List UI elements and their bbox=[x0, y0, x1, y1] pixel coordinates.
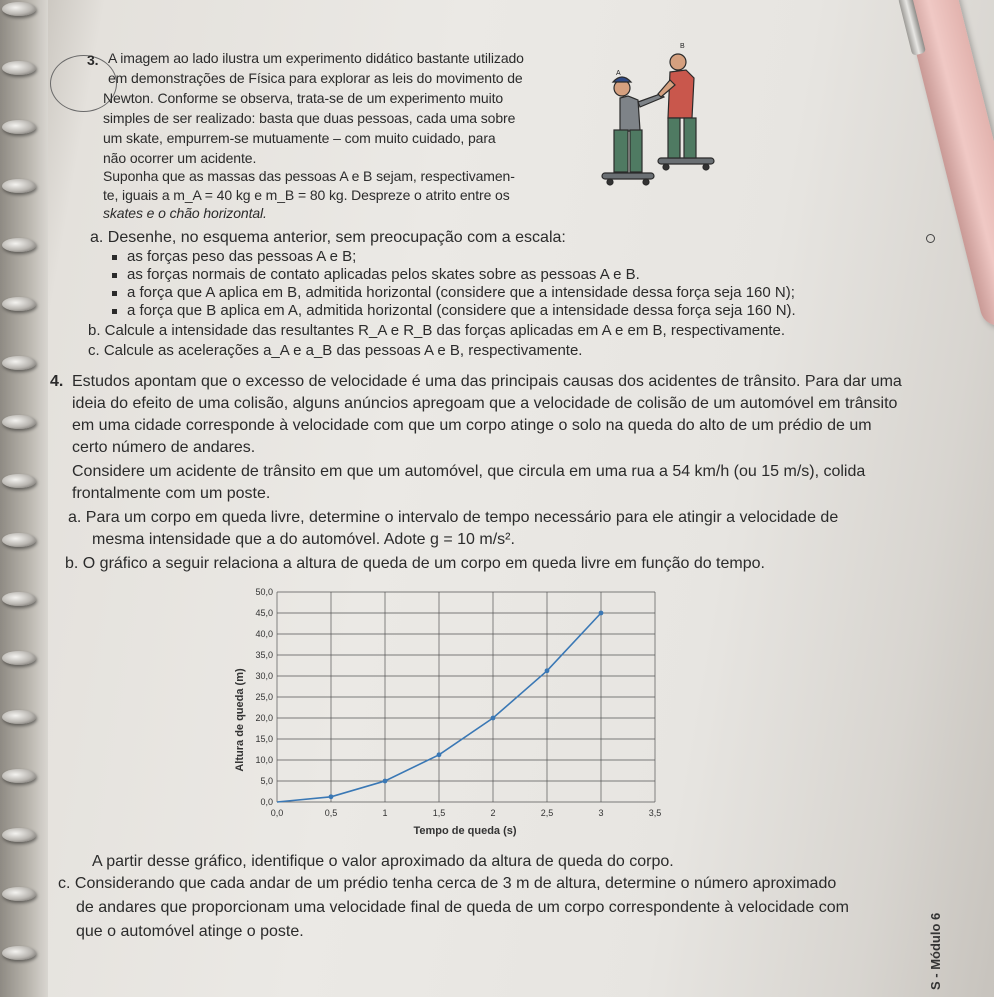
q4-c-3: que o automóvel atinge o poste. bbox=[76, 923, 304, 940]
chart-x-label: Tempo de queda (s) bbox=[413, 825, 517, 837]
x-tick-label: 1,5 bbox=[432, 808, 446, 818]
data-point bbox=[599, 611, 604, 616]
y-tick-label: 0,0 bbox=[260, 797, 273, 807]
y-tick-label: 35,0 bbox=[255, 650, 273, 660]
q3-line-2: em demonstrações de Física para explorar as leis do movimento de bbox=[108, 70, 523, 86]
q3-line2-3: skates e o chão horizontal. bbox=[103, 205, 267, 221]
chart-x-ticks bbox=[271, 808, 662, 818]
binding-ring bbox=[2, 356, 36, 370]
q3-bullet-3: a força que A aplica em B, admitida horizontal (considere que a intensidade dessa força seja 160 N); bbox=[112, 284, 795, 302]
q4-p1-4: certo número de andares. bbox=[72, 439, 256, 456]
chart-y-label: Altura de queda (m) bbox=[234, 668, 246, 772]
q4-p2-2: frontalmente com um poste. bbox=[72, 485, 271, 502]
binding-ring bbox=[2, 297, 36, 311]
binding-ring bbox=[2, 946, 36, 960]
data-point bbox=[491, 716, 496, 721]
binding-ring bbox=[2, 592, 36, 606]
binding-ring bbox=[2, 179, 36, 193]
binding-ring bbox=[2, 120, 36, 134]
q3-line2-1: Suponha que as massas das pessoas A e B sejam, respectivamen- bbox=[103, 168, 515, 184]
q4-b: b. O gráfico a seguir relaciona a altura de queda de um corpo em queda livre em função do tempo. bbox=[65, 555, 765, 572]
binding-ring bbox=[2, 828, 36, 842]
data-point bbox=[437, 752, 442, 757]
q4-c-2: de andares que proporcionam uma velocidade final de queda de um corpo correspondente à velocidade com bbox=[76, 899, 849, 916]
x-tick-label: 2,5 bbox=[540, 808, 554, 818]
q4-p1-2: ideia do efeito de uma colisão, alguns anúncios apregoam que a velocidade de colisão de um automóvel em trânsito bbox=[72, 395, 898, 412]
q3-a-intro: a. Desenhe, no esquema anterior, sem preocupação com a escala: bbox=[90, 229, 566, 246]
data-point bbox=[545, 668, 550, 673]
chart-y-ticks bbox=[255, 587, 273, 807]
binding-ring bbox=[2, 769, 36, 783]
q3-b: b. Calcule a intensidade das resultantes R_A e R_B das forças aplicadas em A e em B, respectivamente. bbox=[88, 322, 786, 339]
q3-line-4: simples de ser realizado: basta que duas pessoas, cada uma sobre bbox=[103, 110, 516, 126]
q4-p2-1: Considere um acidente de trânsito em que um automóvel, que circula em uma rua a 54 km/h (ou 15 m/s), colida bbox=[72, 463, 866, 480]
binding-ring bbox=[2, 887, 36, 901]
x-tick-label: 3,5 bbox=[648, 808, 662, 818]
skaters-illustration bbox=[510, 30, 720, 205]
binding-ring bbox=[2, 415, 36, 429]
y-tick-label: 40,0 bbox=[255, 629, 273, 639]
label-b: B bbox=[680, 43, 685, 50]
module-side-tab: S - Módulo 6 bbox=[928, 912, 943, 990]
y-tick-label: 10,0 bbox=[255, 755, 273, 765]
q3-number: 3. bbox=[87, 52, 99, 68]
binding-ring bbox=[2, 238, 36, 252]
binding-ring bbox=[2, 533, 36, 547]
x-tick-label: 1 bbox=[382, 808, 388, 818]
y-tick-label: 20,0 bbox=[255, 713, 273, 723]
notebook-binding bbox=[0, 0, 48, 997]
y-tick-label: 5,0 bbox=[260, 776, 273, 786]
x-tick-label: 3 bbox=[598, 808, 604, 818]
data-point bbox=[383, 779, 388, 784]
label-a: A bbox=[616, 70, 621, 77]
binding-ring bbox=[2, 651, 36, 665]
q3-bullet-4: a força que B aplica em A, admitida horizontal (considere que a intensidade dessa força seja 160 N). bbox=[112, 302, 796, 320]
margin-mark bbox=[926, 234, 935, 243]
q3-line-3: Newton. Conforme se observa, trata-se de um experimento muito bbox=[103, 90, 504, 106]
q3-bullet-1: as forças peso das pessoas A e B; bbox=[112, 248, 356, 266]
binding-ring bbox=[2, 474, 36, 488]
fall-height-chart bbox=[225, 580, 670, 840]
q3-line-1: A imagem ao lado ilustra um experimento didático bastante utilizado bbox=[108, 50, 524, 66]
q4-a-1: a. Para um corpo em queda livre, determine o intervalo de tempo necessário para ele atingir a velocidade de bbox=[68, 509, 839, 526]
q4-number: 4. bbox=[50, 373, 64, 390]
y-tick-label: 30,0 bbox=[255, 671, 273, 681]
binding-ring bbox=[2, 2, 36, 16]
y-tick-label: 45,0 bbox=[255, 608, 273, 618]
q3-c: c. Calcule as acelerações a_A e a_B das pessoas A e B, respectivamente. bbox=[88, 342, 583, 359]
x-tick-label: 2 bbox=[490, 808, 496, 818]
q3-line-5: um skate, empurrem-se mutuamente – com muito cuidado, para bbox=[103, 130, 496, 146]
y-tick-label: 50,0 bbox=[255, 587, 273, 597]
q3-bullet-2: as forças normais de contato aplicadas pelos skates sobre as pessoas A e B. bbox=[112, 266, 640, 284]
y-tick-label: 15,0 bbox=[255, 734, 273, 744]
chart-markers bbox=[329, 611, 604, 800]
q4-after-chart: A partir desse gráfico, identifique o valor aproximado da altura de queda do corpo. bbox=[92, 853, 674, 870]
x-tick-label: 0,0 bbox=[270, 808, 284, 818]
q3-line-6: não ocorrer um acidente. bbox=[103, 150, 257, 166]
q4-p1-1: Estudos apontam que o excesso de velocidade é uma das principais causas dos acidentes de trânsito. Para dar uma bbox=[72, 373, 902, 390]
chart-grid bbox=[277, 592, 655, 802]
binding-ring bbox=[2, 710, 36, 724]
y-tick-label: 25,0 bbox=[255, 692, 273, 702]
x-tick-label: 0,5 bbox=[324, 808, 338, 818]
binding-ring bbox=[2, 61, 36, 75]
q4-c-1: c. Considerando que cada andar de um prédio tenha cerca de 3 m de altura, determine o número aproximado bbox=[58, 875, 837, 892]
q4-p1-3: em uma cidade corresponde à velocidade com que um corpo atinge o solo na queda do alto de um prédio de um bbox=[72, 417, 872, 434]
q4-a-2: mesma intensidade que a do automóvel. Adote g = 10 m/s². bbox=[92, 531, 515, 548]
data-point bbox=[329, 794, 334, 799]
q3-line2-2: te, iguais a m_A = 40 kg e m_B = 80 kg. Despreze o atrito entre os bbox=[103, 187, 510, 203]
